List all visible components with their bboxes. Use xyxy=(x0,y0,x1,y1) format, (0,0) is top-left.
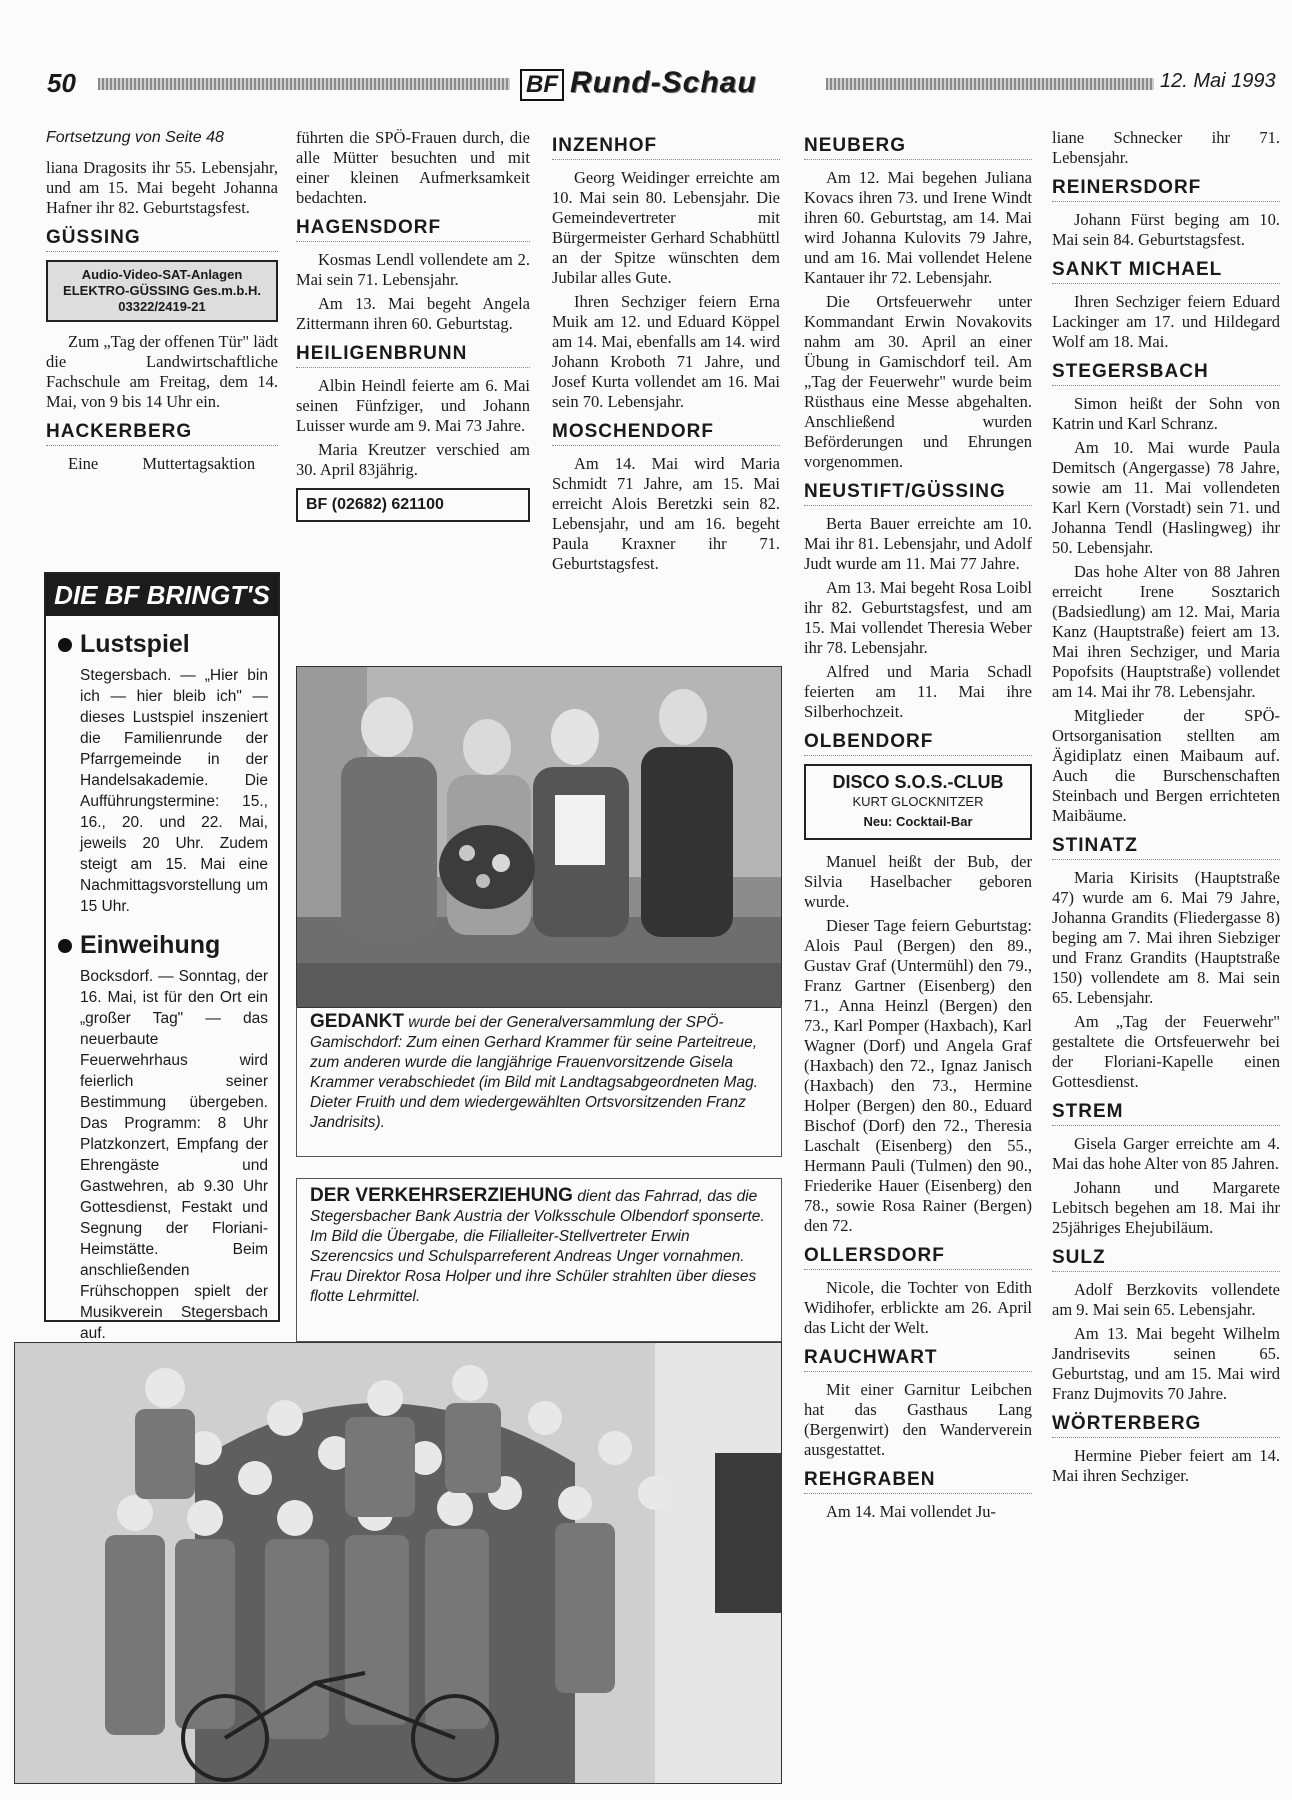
paragraph: Am 13. Mai begeht Wilhelm Jandrisevits seinen 65. Geburtstag, und am 15. Mai wird Franz Dujmovits 70 Jahre. xyxy=(1052,1324,1280,1403)
photo-generalversammlung xyxy=(296,666,782,1008)
column-1 xyxy=(46,128,278,478)
ad-line: DISCO S.O.S.-CLUB xyxy=(832,772,1004,792)
caption-frame xyxy=(296,1006,782,1157)
ad-line: Audio-Video-SAT-Anlagen xyxy=(81,267,243,282)
paragraph: liana Dragosits ihr 55. Lebensjahr, und am 15. Mai begeht Johanna Hafner ihr 82. Geburtstagsfest. xyxy=(46,158,278,217)
section-heading: INZENHOF xyxy=(552,136,780,160)
section-heading: OLBENDORF xyxy=(804,732,1032,756)
paragraph: Manuel heißt der Bub, der Silvia Haselbacher geboren wurde. xyxy=(804,852,1032,911)
subheading-text: Lustspiel xyxy=(80,630,190,658)
caption-lead: DER VERKEHRSERZIEHUNG xyxy=(310,1185,573,1206)
section-heading: STREM xyxy=(1052,1102,1280,1126)
box-subheading xyxy=(58,630,278,659)
paragraph: führten die SPÖ-Frauen durch, die alle Mütter besuchten und mit einer kleinen Aufmerksamkeit bedachten. xyxy=(296,128,530,207)
column-5 xyxy=(1052,128,1280,1490)
caption-text: wurde bei der Generalversammlung der SPÖ-Gamischdorf: Zum einen Gerhard Krammer für seine Parteitreue, zum anderen wurde die langjährige Frauenvorsitzende Gisela Krammer verabschiedet (im Bild mit Landtagsabgeordneten Mag. Dieter Fruith und dem wiedergewählten Ortsvorsitzenden Franz Jandrisits). xyxy=(310,1014,759,1131)
paragraph: Alfred und Maria Schadl feierten am 11. Mai ihre Silberhochzeit. xyxy=(804,662,1032,721)
section-heading: STINATZ xyxy=(1052,836,1280,860)
paragraph: Johann und Margarete Lebitsch begehen am 18. Mai ihr 25jähriges Ehejubiläum. xyxy=(1052,1178,1280,1237)
continuation-note: Fortsetzung von Seite 48 xyxy=(46,129,224,146)
paragraph: Das hohe Alter von 88 Jahren erreicht Irene Sosztarich (Badsiedlung) am 12. Mai, Maria Kanz (Hauptstraße) feiert am 13. Mai ihren Sechziger, und Maria Popofsits (Hauptstraße) vollendet am 14. Mai ihr 78. Lebensjahr. xyxy=(1052,562,1280,701)
header-rule-left xyxy=(98,78,510,90)
paragraph: Mit einer Garnitur Leibchen hat das Gasthaus Lang (Bergenwirt) den Wanderverein ausgestattet. xyxy=(804,1380,1032,1459)
section-heading: SANKT MICHAEL xyxy=(1052,260,1280,284)
photo-image xyxy=(15,1343,781,1783)
logo-name: Rund-Schau xyxy=(570,66,757,99)
paragraph: Albin Heindl feierte am 6. Mai seinen Fünfziger, und Johann Luisser wurde am 9. Mai 73 Jahre. xyxy=(296,376,530,435)
paragraph: Zum „Tag der offenen Tür" lädt die Landwirtschaftliche Fachschule am Freitag, dem 14. Mai, von 9 bis 14 Uhr ein. xyxy=(46,332,278,411)
paragraph: Nicole, die Tochter von Edith Widihofer, erblickte am 26. April das Licht der Welt. xyxy=(804,1278,1032,1337)
header-rule-right xyxy=(826,78,1154,90)
paragraph: liane Schnecker ihr 71. Lebensjahr. xyxy=(1052,128,1280,167)
box-text: Stegersbach. — „Hier bin ich — hier bleib ich" — dieses Lustspiel inszeniert die Familienrunde der Pfarrgemeinde in der Handelsakademie. Die Aufführungstermine: 15., 16., 20. und 22. Mai, jeweils 20 Uhr. Zudem steigt am 15. Mai eine Nachmittagsvorstellung um 15 Uhr. xyxy=(80,667,268,915)
bf-phone-box: BF (02682) 621100 xyxy=(296,488,530,522)
issue-date: 12. Mai 1993 xyxy=(1160,70,1276,92)
paragraph: Am 14. Mai wird Maria Schmidt 71 Jahre, am 15. Mai erreicht Alois Beretzki sein 82. Lebensjahr, und am 16. begeht Paula Kraxner ihr 71. Geburtstagsfest. xyxy=(552,454,780,573)
photo-verkehrserziehung xyxy=(14,1342,782,1784)
section-heading: HAGENSDORF xyxy=(296,218,530,242)
paragraph: Berta Bauer erreichte am 10. Mai ihr 81. Lebensjahr, und Adolf Judt wurde am 11. Mai 77 Jahre. xyxy=(804,514,1032,573)
bf-bringts-box xyxy=(44,572,280,1342)
section-heading: GÜSSING xyxy=(46,228,278,252)
section-heading: RAUCHWART xyxy=(804,1348,1032,1372)
paragraph: Am 12. Mai begehen Juliana Kovacs ihren 73. und Irene Windt ihren 60. Geburtstag, am 14. Mai wird Johanna Kulovits 79 Jahre, und am 16. Mai vollendet Helene Kantauer ihr 72. Lebensjahr. xyxy=(804,168,1032,287)
paragraph: Ihren Sechziger feiern Erna Muik am 12. und Eduard Köppel am 14. Mai, ebenfalls am 14. wird Johann Kroboth 71 Jahre, und Josef Kurta vollendet am 16. Mai sein 70. Lebensjahr. xyxy=(552,292,780,411)
paragraph: Am 14. Mai vollendet Ju- xyxy=(826,1502,997,1521)
section-heading: OLLERSDORF xyxy=(804,1246,1032,1270)
section-heading: NEUSTIFT/GÜSSING xyxy=(804,482,1032,506)
column-4 xyxy=(804,128,1032,1526)
ad-line: Neu: Cocktail-Bar xyxy=(863,814,973,829)
masthead-logo xyxy=(520,66,757,101)
subheading-text: Einweihung xyxy=(80,931,221,959)
section-heading: HEILIGENBRUNN xyxy=(296,344,530,368)
paragraph: Die Ortsfeuerwehr unter Kommandant Erwin Novakovits nahm am 30. April an einer Übung in Gamischdorf teil. Am „Tag der Feuerwehr" wurde beim Rüsthaus eine Messe abgehalten. Anschließend wurden Beförderungen und Ehrungen vorgenommen. xyxy=(804,292,1032,471)
paragraph: Maria Kirisits (Hauptstraße 47) wurde am 6. Mai 79 Jahre, Johanna Grandits (Fliedergasse 8) beging am 7. Mai ihren Siebziger und Franz Grandits (Hauptstraße 150) vollendete am 8. Mai sein 65. Lebensjahr. xyxy=(1052,868,1280,1007)
logo-bf: BF xyxy=(520,69,564,101)
paragraph: Simon heißt der Sohn von Katrin und Karl Schranz. xyxy=(1052,394,1280,433)
paragraph: Eine Muttertagsaktion xyxy=(68,454,256,473)
paragraph: Am „Tag der Feuerwehr" gestaltete die Ortsfeuerwehr bei der Floriani-Kapelle einen Gottesdienst. xyxy=(1052,1012,1280,1091)
caption-lead: GEDANKT xyxy=(310,1011,404,1032)
paragraph: Hermine Pieber feiert am 14. Mai ihren Sechziger. xyxy=(1052,1446,1280,1485)
paragraph: Johann Fürst beging am 10. Mai sein 84. Geburtstagsfest. xyxy=(1052,210,1280,249)
advertisement-disco xyxy=(804,764,1032,840)
box-text: Bocksdorf. — Sonntag, der 16. Mai, ist für den Ort ein „großer Tag" — das neuerbaute Feuerwehrhaus wird feierlich seiner Bestimmung übergeben. Das Programm: 8 Uhr Platzkonzert, Empfang der Ehrengäste und Gastwehren, ab 9.30 Uhr Gottesdienst, Festakt und Segnung der Floriani-Heimstätte. Beim anschließenden Frühschoppen spielt der Musikverein Stegersbach auf. xyxy=(80,968,268,1342)
paragraph: Gisela Garger erreichte am 4. Mai das hohe Alter von 85 Jahren. xyxy=(1052,1134,1280,1173)
paragraph: Dieser Tage feiern Geburtstag: Alois Paul (Bergen) den 89., Gustav Graf (Untermühl) den 79., Franz Gartner (Eisenberg) den 71., Anna Heinzl (Bergen) den 73., Karl Pomper (Haxbach), Karl Wagner (Dorf) und Angela Graf (Haxbach) den 72., Ignaz Janisch (Haxbach) den 73., Hermine Holper (Bergen) den 80., Eduard Bischof (Dorf) den 72., Theresia Laschalt (Eisenberg) den 55., Hermann Pauli (Tulmen) den 90., Friederike Hauer (Eisenberg) den 78., sowie Rosa Rainer (Bergen) den 72. xyxy=(804,916,1032,1235)
paragraph: Ihren Sechziger feiern Eduard Lackinger am 17. und Hildegard Wolf am 18. Mai. xyxy=(1052,292,1280,351)
section-heading: NEUBERG xyxy=(804,136,1032,160)
photo-caption xyxy=(310,1186,776,1307)
advertisement-elektro-guessing xyxy=(46,260,278,322)
bullet-icon xyxy=(58,939,72,953)
paragraph: Am 13. Mai begeht Angela Zittermann ihren 60. Geburtstag. xyxy=(296,294,530,333)
photo-image xyxy=(297,667,781,1007)
paragraph: Adolf Berzkovits vollendete am 9. Mai sein 65. Lebensjahr. xyxy=(1052,1280,1280,1319)
column-2 xyxy=(296,128,530,530)
column-3 xyxy=(552,128,780,578)
box-title: DIE BF BRINGT'S xyxy=(46,574,278,616)
paragraph: Georg Weidinger erreichte am 10. Mai sein 80. Lebensjahr. Die Gemeindevertreter mit Bürgermeister Gerhard Schabhüttl an der Spitze wünschten dem Jubilar alles Gute. xyxy=(552,168,780,287)
section-heading: SULZ xyxy=(1052,1248,1280,1272)
paragraph: Maria Kreutzer verschied am 30. April 83jährig. xyxy=(296,440,530,479)
ad-line: ELEKTRO-GÜSSING Ges.m.b.H. xyxy=(63,283,261,298)
ad-line: KURT GLOCKNITZER xyxy=(852,794,984,809)
section-heading: STEGERSBACH xyxy=(1052,362,1280,386)
box-subheading xyxy=(58,931,278,960)
page-number: 50 xyxy=(47,68,76,98)
paragraph: Am 13. Mai begeht Rosa Loibl ihr 82. Geburtstagsfest, und am 15. Mai vollendet Theresia Weber ihr 78. Lebensjahr. xyxy=(804,578,1032,657)
caption-text: dient das Fahrrad, das die Stegersbacher Bank Austria der Volksschule Olbendorf sponserte. Im Bild die Übergabe, die Filialleiter-Stellvertreter Erwin Szerencsics und Schulsparreferent Andreas Unger vornahmen. Frau Direktor Rosa Holper und ihre Schüler strahlten über dieses flotte Lehrmittel. xyxy=(310,1188,765,1305)
paragraph: Kosmas Lendl vollendete am 2. Mai sein 71. Lebensjahr. xyxy=(296,250,530,289)
section-heading: WÖRTERBERG xyxy=(1052,1414,1280,1438)
bullet-icon xyxy=(58,638,72,652)
section-heading: REHGRABEN xyxy=(804,1470,1032,1494)
paragraph: Mitglieder der SPÖ-Ortsorganisation stellten am Ägidiplatz einen Maibaum auf. Auch die Burschenschaften Steinbach und Bergen errichteten Maibäume. xyxy=(1052,706,1280,825)
section-heading: MOSCHENDORF xyxy=(552,422,780,446)
paragraph: Am 10. Mai wurde Paula Demitsch (Angergasse) 78 Jahre, sowie am 11. Mai vollendeten Karl Kern (Vorstadt) sein 71. und Johanna Tendl (Haslingweg) ihr 50. Lebensjahr. xyxy=(1052,438,1280,557)
ad-phone: 03322/2419-21 xyxy=(118,299,206,314)
section-heading: REINERSDORF xyxy=(1052,178,1280,202)
section-heading: HACKERBERG xyxy=(46,422,278,446)
